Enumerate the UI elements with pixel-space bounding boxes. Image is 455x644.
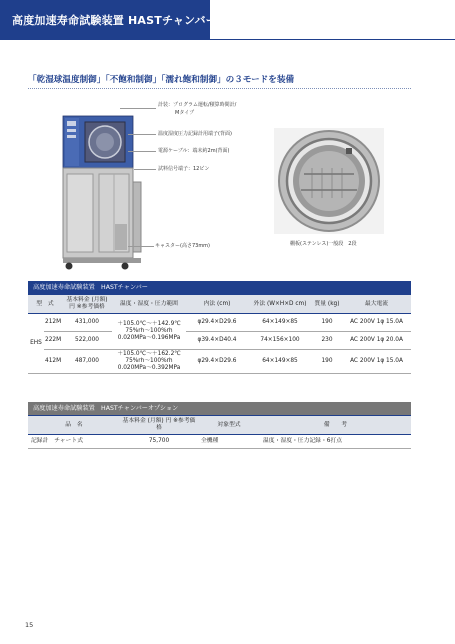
leader-line (120, 108, 156, 109)
price-cell: 431,000 (62, 314, 112, 332)
leader-line (134, 169, 156, 170)
col-remarks: 備 考 (260, 416, 411, 435)
option-table (28, 415, 411, 449)
leader-line (128, 246, 154, 247)
current-cell: AC 200V 1φ 15.0A (342, 314, 411, 332)
callout-power-cable: 電源ケーブル：端末約2m(背面) (158, 148, 230, 154)
table2-title: 高度加速寿命試験装置 HASTチャンバーオプション (28, 402, 411, 415)
col-item-name: 品 名 (28, 416, 120, 435)
model-cell: 222M (44, 332, 62, 350)
current-cell: AC 200V 1φ 15.0A (342, 350, 411, 374)
table-row (28, 350, 411, 374)
item-name-cell: 記録計 チャート式 (28, 435, 120, 449)
outer-cell: 64×149×85 (248, 350, 312, 374)
table-row (28, 332, 411, 350)
range-line: 75%rh～100%rh (125, 358, 173, 364)
model-prefix: EHS (28, 314, 44, 374)
range-cell (112, 350, 186, 374)
callout-signal-terminal: 試料信号端子：12ピン (158, 166, 210, 172)
outer-cell: 74×156×100 (248, 332, 312, 350)
headline-rule (28, 88, 411, 89)
photo-caption: 棚板(ステンレス)一般段 2段 (290, 241, 357, 247)
col-price: 基本料金 (月額) 円 ※参考価格 (120, 416, 198, 435)
range-line: 0.020MPa～0.196MPa (117, 335, 181, 341)
callout-recorder-terminal: 温度湿度圧力記録計用端子(背面) (158, 131, 232, 137)
range-line: ＋105.0℃～＋142.9℃ (117, 321, 181, 327)
inner-cell: φ29.4×D29.6 (186, 350, 248, 374)
spec-table (28, 294, 411, 374)
callout-m-type: Mタイプ (175, 110, 195, 116)
range-line: 75%rh～100%rh (125, 328, 173, 334)
outer-cell: 64×149×85 (248, 314, 312, 332)
table-header-row (28, 416, 411, 435)
col-model: 型 式 (28, 295, 62, 314)
price-cell: 75,700 (120, 435, 198, 449)
leader-line (128, 151, 156, 152)
col-range: 温度・湿度・圧力範囲 (112, 295, 186, 314)
model-cell: 412M (44, 350, 62, 374)
col-price: 基本料金 (月額) 円 ※参考価格 (62, 295, 112, 314)
col-mass: 質量 (kg) (312, 295, 342, 314)
callout-instrument: 計装：プログラム運転/積算時間計/ (158, 102, 237, 108)
chamber-illustration (55, 112, 150, 272)
mass-cell: 230 (312, 332, 342, 350)
range-line: 0.020MPa～0.392MPa (117, 365, 181, 371)
remarks-cell: 温度・湿度・圧力記録・6打点 (260, 435, 411, 449)
range-cell (112, 314, 186, 350)
current-cell: AC 200V 1φ 20.0A (342, 332, 411, 350)
table-row (28, 314, 411, 332)
mass-cell: 190 (312, 314, 342, 332)
callout-caster: キャスター(高さ73mm) (155, 243, 211, 249)
inner-cell: φ29.4×D29.6 (186, 314, 248, 332)
header-rule (210, 39, 455, 40)
table-row (28, 435, 411, 449)
price-cell: 522,000 (62, 332, 112, 350)
col-current: 最大電流 (342, 295, 411, 314)
table-header-row (28, 295, 411, 314)
title-banner (0, 0, 217, 40)
page-title: 高度加速寿命試験装置 HASTチャンバー (12, 14, 217, 27)
model-cell: 212M (44, 314, 62, 332)
col-outer: 外法 (W×H×D cm) (248, 295, 312, 314)
range-line: ＋105.0℃～＋162.2℃ (117, 351, 181, 357)
chamber-interior-photo (274, 128, 384, 234)
inner-cell: φ39.4×D40.4 (186, 332, 248, 350)
col-target-model: 対象型式 (198, 416, 260, 435)
mass-cell: 190 (312, 350, 342, 374)
price-cell: 487,000 (62, 350, 112, 374)
col-inner: 内法 (cm) (186, 295, 248, 314)
leader-line (128, 134, 156, 135)
section-headline: 「乾湿球温度制御」「不飽和制御」「濡れ飽和制御」の３モードを装備 (28, 75, 295, 85)
table1-title: 高度加速寿命試験装置 HASTチャンバー (28, 281, 411, 294)
page-number: 15 (25, 621, 34, 629)
target-cell: 全機種 (198, 435, 260, 449)
